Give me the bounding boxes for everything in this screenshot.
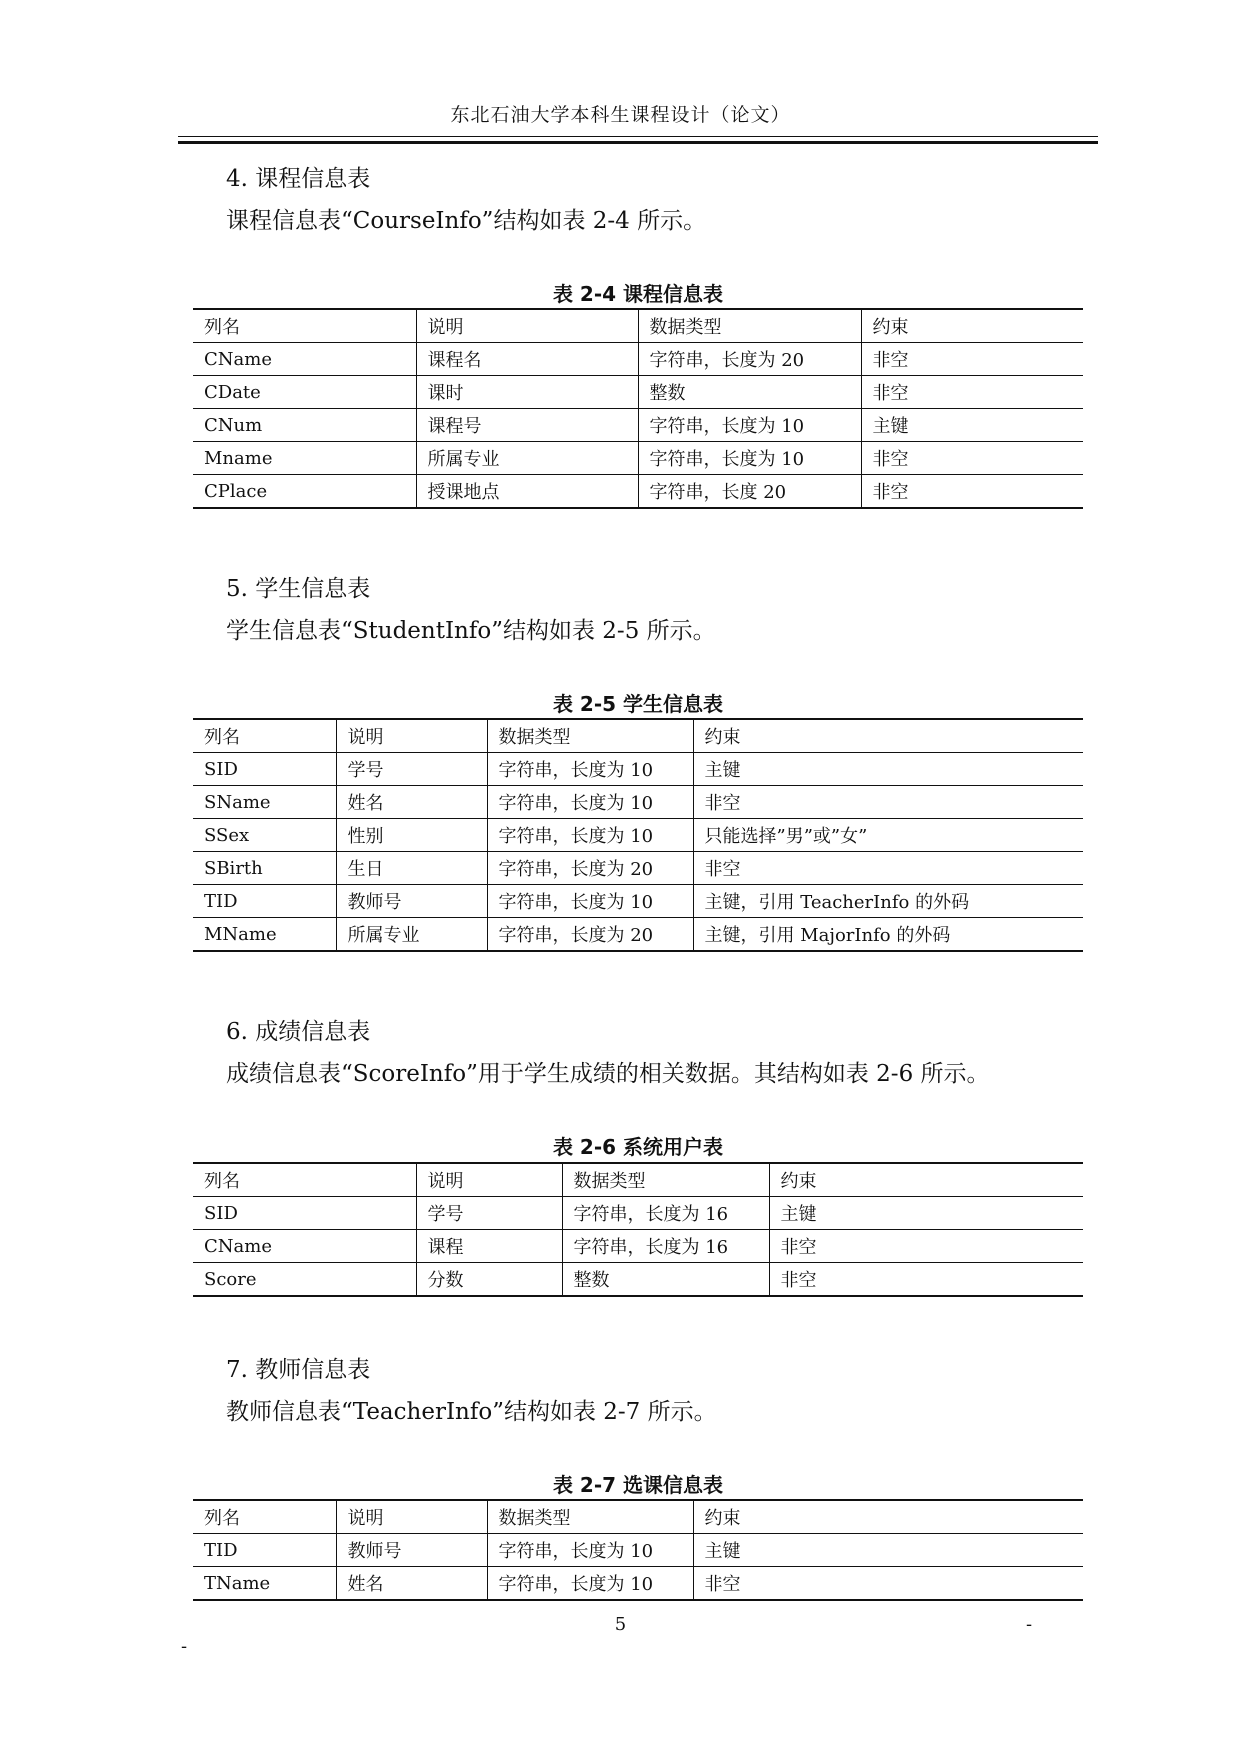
section-description: 学生信息表“StudentInfo”结构如表 2-5 所示。	[226, 618, 716, 644]
table-header-cell: 约束	[769, 1163, 1083, 1197]
table-row	[193, 786, 1083, 819]
table-cell: 非空	[861, 442, 1083, 475]
table-header-cell: 列名	[204, 1508, 240, 1529]
table-cell: 整数	[562, 1263, 769, 1297]
course-info-table	[193, 308, 1083, 509]
table-cell: 主键	[769, 1197, 1083, 1230]
table-cell: 教师号	[336, 1534, 487, 1567]
table-cell: 整数	[638, 376, 861, 409]
table-cell: SBirth	[193, 852, 336, 885]
table-cell: 非空	[861, 376, 1083, 409]
table-cell: 字符串，长度 20	[638, 475, 861, 509]
table-cell: 非空	[769, 1263, 1083, 1297]
table-cell: 非空	[769, 1230, 1083, 1263]
table-cell: 字符串，长度为 16	[562, 1230, 769, 1263]
table-cell: CNum	[193, 409, 416, 442]
table-cell: 性别	[336, 819, 487, 852]
table-cell: 学号	[336, 753, 487, 786]
table-caption: 表 2-6 系统用户表	[552, 1135, 724, 1159]
table-cell: 课程名	[416, 343, 638, 376]
table-cell: 非空	[693, 852, 1083, 885]
table-cell: 课程号	[416, 409, 638, 442]
table-header-row	[193, 1163, 1083, 1197]
footer-dash-left: -	[181, 1636, 188, 1657]
student-info-table	[193, 718, 1083, 952]
table-cell: 所属专业	[336, 918, 487, 952]
section-description: 课程信息表“CourseInfo”结构如表 2-4 所示。	[226, 208, 707, 234]
table-row	[193, 343, 1083, 376]
table-header-row	[193, 309, 1083, 343]
table-cell: TName	[193, 1567, 336, 1601]
table-header-cell: 约束	[693, 1500, 1083, 1534]
page-number: 5	[614, 1614, 627, 1635]
table-row	[193, 1230, 1083, 1263]
table-cell: 分数	[416, 1263, 562, 1297]
section-heading: 4. 课程信息表	[226, 166, 371, 192]
table-header-cell: 约束	[861, 309, 1083, 343]
table-cell: 字符串，长度为 10	[487, 1567, 693, 1601]
table-header-row	[193, 719, 1083, 753]
table-cell: CDate	[193, 376, 416, 409]
table-cell: MName	[193, 918, 336, 952]
table-caption: 表 2-5 学生信息表	[552, 692, 724, 716]
table-cell: 所属专业	[416, 442, 638, 475]
table-cell: Score	[193, 1263, 416, 1297]
table-cell: 课程	[416, 1230, 562, 1263]
table-cell: 姓名	[336, 786, 487, 819]
table-row	[193, 1263, 1083, 1297]
table-cell: 姓名	[336, 1567, 487, 1601]
table-cell: 字符串，长度为 20	[638, 343, 861, 376]
table-cell: 字符串，长度为 10	[487, 753, 693, 786]
table-cell: 非空	[861, 343, 1083, 376]
table-header-cell: 列名	[204, 1171, 240, 1192]
table-cell: 只能选择”男”或”女”	[693, 819, 1083, 852]
table-cell: SName	[193, 786, 336, 819]
table-cell: 生日	[336, 852, 487, 885]
table-cell: 字符串，长度为 16	[562, 1197, 769, 1230]
table-header-cell: 说明	[416, 1163, 562, 1197]
table-row	[193, 442, 1083, 475]
table-cell: 主键，引用 MajorInfo 的外码	[693, 918, 1083, 952]
table-cell: SID	[193, 1197, 416, 1230]
table-row	[193, 1567, 1083, 1601]
table-header-cell: 说明	[336, 719, 487, 753]
table-cell: 字符串，长度为 10	[487, 786, 693, 819]
table-cell: CName	[193, 1230, 416, 1263]
table-cell: 主键，引用 TeacherInfo 的外码	[693, 885, 1083, 918]
table-cell: SID	[193, 753, 336, 786]
table-cell: 学号	[416, 1197, 562, 1230]
section-description: 教师信息表“TeacherInfo”结构如表 2-7 所示。	[226, 1399, 717, 1425]
teacher-info-table	[193, 1499, 1083, 1601]
table-cell: 非空	[693, 786, 1083, 819]
table-cell: 字符串，长度为 20	[487, 918, 693, 952]
table-header-cell: 数据类型	[487, 719, 693, 753]
table-header-cell: 说明	[336, 1500, 487, 1534]
table-cell: 教师号	[336, 885, 487, 918]
table-row	[193, 852, 1083, 885]
table-caption: 表 2-4 课程信息表	[552, 282, 724, 306]
table-cell: TID	[193, 1534, 336, 1567]
section-heading: 5. 学生信息表	[226, 576, 371, 602]
table-cell: 主键	[693, 753, 1083, 786]
table-row	[193, 885, 1083, 918]
table-row	[193, 376, 1083, 409]
table-cell: TID	[193, 885, 336, 918]
table-cell: Mname	[193, 442, 416, 475]
table-cell: 字符串，长度为 10	[487, 1534, 693, 1567]
table-header-cell: 列名	[204, 727, 240, 748]
table-row	[193, 819, 1083, 852]
table-cell: CName	[193, 343, 416, 376]
table-cell: 字符串，长度为 10	[638, 442, 861, 475]
table-caption: 表 2-7 选课信息表	[552, 1473, 724, 1497]
table-header-cell: 说明	[416, 309, 638, 343]
table-header-cell: 数据类型	[487, 1500, 693, 1534]
table-header-cell: 数据类型	[562, 1163, 769, 1197]
table-cell: 字符串，长度为 20	[487, 852, 693, 885]
table-row	[193, 1534, 1083, 1567]
score-info-table	[193, 1162, 1083, 1297]
table-header-row	[193, 1500, 1083, 1534]
table-row	[193, 918, 1083, 952]
table-row	[193, 409, 1083, 442]
table-cell: 字符串，长度为 10	[638, 409, 861, 442]
table-row	[193, 475, 1083, 509]
table-cell: SSex	[193, 819, 336, 852]
table-cell: 授课地点	[416, 475, 638, 509]
footer-dash-right: -	[1026, 1614, 1033, 1635]
page-header-title: 东北石油大学本科生课程设计（论文）	[450, 104, 791, 126]
table-cell: 主键	[861, 409, 1083, 442]
table-cell: 主键	[693, 1534, 1083, 1567]
table-header-cell: 数据类型	[638, 309, 861, 343]
table-cell: 非空	[693, 1567, 1083, 1601]
table-cell: 课时	[416, 376, 638, 409]
header-rule-thin	[178, 136, 1098, 137]
header-rule-thick	[178, 141, 1098, 144]
table-cell: 非空	[861, 475, 1083, 509]
table-row	[193, 1197, 1083, 1230]
section-heading: 6. 成绩信息表	[226, 1019, 371, 1045]
table-cell: 字符串，长度为 10	[487, 885, 693, 918]
section-description: 成绩信息表“ScoreInfo”用于学生成绩的相关数据。其结构如表 2-6 所示。	[226, 1061, 990, 1087]
table-row	[193, 753, 1083, 786]
section-heading: 7. 教师信息表	[226, 1357, 371, 1383]
table-header-cell: 约束	[693, 719, 1083, 753]
table-cell: 字符串，长度为 10	[487, 819, 693, 852]
table-cell: CPlace	[193, 475, 416, 509]
table-header-cell: 列名	[204, 317, 240, 338]
